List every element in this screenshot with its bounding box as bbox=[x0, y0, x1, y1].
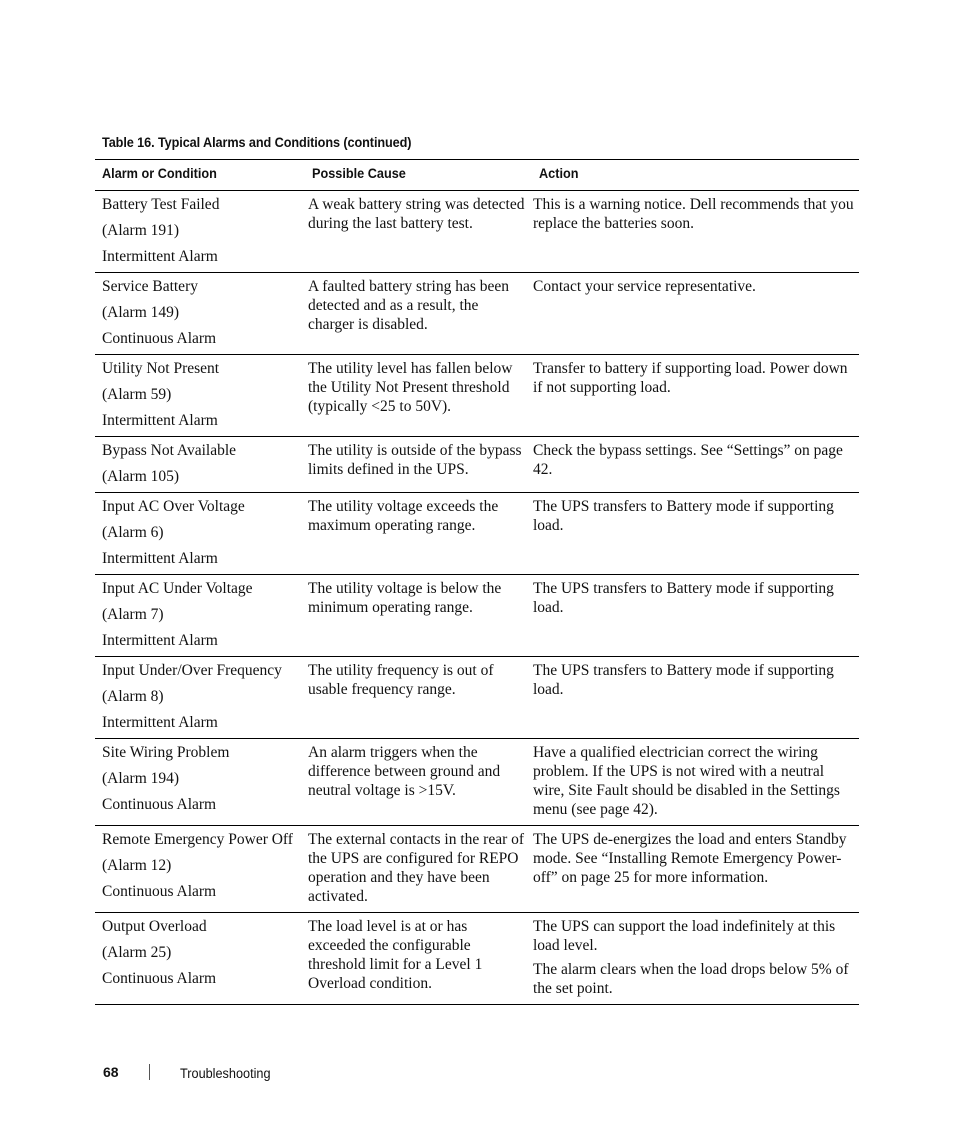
condition-detail: (Alarm 25) bbox=[102, 944, 172, 961]
header-action: Action bbox=[532, 160, 859, 191]
condition-detail: Continuous Alarm bbox=[102, 796, 217, 813]
table-caption: Table 16. Typical Alarms and Conditions (continued) bbox=[102, 135, 412, 150]
footer-section-title: Troubleshooting bbox=[180, 1066, 271, 1081]
table-row bbox=[95, 437, 859, 493]
cause-cell: The external contacts in the rear of the UPS are configured for REPO operation and they have been activated. bbox=[305, 826, 532, 913]
condition-detail: (Alarm 194) bbox=[102, 770, 180, 787]
alarms-table bbox=[95, 159, 859, 1005]
action-cell bbox=[532, 913, 859, 1005]
condition-detail: Intermittent Alarm bbox=[102, 550, 218, 567]
condition-name: Input AC Under Voltage bbox=[102, 580, 253, 597]
condition-detail: Continuous Alarm bbox=[102, 883, 217, 900]
header-cause: Possible Cause bbox=[305, 160, 532, 191]
condition-name: Bypass Not Available bbox=[102, 442, 237, 459]
footer-separator bbox=[149, 1064, 150, 1080]
action-cell bbox=[532, 273, 859, 355]
condition-name: Input AC Over Voltage bbox=[102, 498, 245, 515]
condition-detail: Intermittent Alarm bbox=[102, 248, 218, 265]
condition-detail: Intermittent Alarm bbox=[102, 714, 218, 731]
action-text: Transfer to battery if supporting load. Power down if not supporting load. bbox=[533, 360, 848, 396]
condition-cell bbox=[95, 493, 305, 575]
condition-detail: (Alarm 12) bbox=[102, 857, 172, 874]
condition-detail: Continuous Alarm bbox=[102, 330, 217, 347]
cause-cell: A weak battery string was detected during the last battery test. bbox=[305, 191, 532, 273]
action-text: The UPS de-energizes the load and enters Standby mode. See “Installing Remote Emergency Power-off” on page 25 for more information. bbox=[533, 831, 847, 886]
condition-name: Utility Not Present bbox=[102, 360, 220, 377]
table-row bbox=[95, 355, 859, 437]
condition-detail: (Alarm 149) bbox=[102, 304, 180, 321]
cause-cell: An alarm triggers when the difference between ground and neutral voltage is >15V. bbox=[305, 739, 532, 826]
condition-detail: (Alarm 7) bbox=[102, 606, 164, 623]
condition-cell bbox=[95, 355, 305, 437]
condition-cell bbox=[95, 826, 305, 913]
action-text: Have a qualified electrician correct the wiring problem. If the UPS is not wired with a neutral wire, Site Fault should be disabled in the Settings menu (see page 42). bbox=[533, 744, 840, 818]
action-text: The UPS can support the load indefinitely at this load level. bbox=[533, 918, 836, 954]
condition-detail: Intermittent Alarm bbox=[102, 412, 218, 429]
action-text: Check the bypass settings. See “Settings” on page 42. bbox=[533, 442, 843, 478]
action-text: The UPS transfers to Battery mode if supporting load. bbox=[533, 580, 834, 616]
action-cell bbox=[532, 657, 859, 739]
condition-detail: Continuous Alarm bbox=[102, 970, 217, 987]
condition-cell bbox=[95, 657, 305, 739]
table-row bbox=[95, 826, 859, 913]
action-cell bbox=[532, 437, 859, 493]
condition-detail: (Alarm 8) bbox=[102, 688, 164, 705]
condition-detail: Intermittent Alarm bbox=[102, 632, 218, 649]
action-text: The alarm clears when the load drops below 5% of the set point. bbox=[533, 961, 849, 997]
condition-detail: (Alarm 105) bbox=[102, 468, 180, 485]
action-cell bbox=[532, 826, 859, 913]
condition-name: Battery Test Failed bbox=[102, 196, 220, 213]
condition-cell bbox=[95, 575, 305, 657]
action-text: The UPS transfers to Battery mode if supporting load. bbox=[533, 662, 834, 698]
header-condition: Alarm or Condition bbox=[95, 160, 305, 191]
condition-name: Input Under/Over Frequency bbox=[102, 662, 282, 679]
action-cell bbox=[532, 739, 859, 826]
table-row bbox=[95, 913, 859, 1005]
cause-cell: The utility voltage exceeds the maximum operating range. bbox=[305, 493, 532, 575]
cause-cell: The load level is at or has exceeded the configurable threshold limit for a Level 1 Overload condition. bbox=[305, 913, 532, 1005]
condition-name: Output Overload bbox=[102, 918, 207, 935]
table-row bbox=[95, 575, 859, 657]
cause-cell: The utility is outside of the bypass limits defined in the UPS. bbox=[305, 437, 532, 493]
condition-cell bbox=[95, 191, 305, 273]
condition-name: Site Wiring Problem bbox=[102, 744, 230, 761]
condition-cell bbox=[95, 913, 305, 1005]
cause-cell: A faulted battery string has been detected and as a result, the charger is disabled. bbox=[305, 273, 532, 355]
condition-detail: (Alarm 191) bbox=[102, 222, 180, 239]
table-body bbox=[95, 191, 859, 1005]
table-row bbox=[95, 493, 859, 575]
action-cell bbox=[532, 493, 859, 575]
page-number: 68 bbox=[103, 1064, 119, 1080]
action-text: The UPS transfers to Battery mode if supporting load. bbox=[533, 498, 834, 534]
condition-detail: (Alarm 6) bbox=[102, 524, 164, 541]
cause-cell: The utility frequency is out of usable frequency range. bbox=[305, 657, 532, 739]
action-cell bbox=[532, 575, 859, 657]
condition-cell bbox=[95, 273, 305, 355]
cause-cell: The utility level has fallen below the Utility Not Present threshold (typically <25 to 50V). bbox=[305, 355, 532, 437]
condition-cell bbox=[95, 739, 305, 826]
table-row bbox=[95, 657, 859, 739]
table-row bbox=[95, 273, 859, 355]
table-row bbox=[95, 739, 859, 826]
condition-cell bbox=[95, 437, 305, 493]
condition-name: Service Battery bbox=[102, 278, 198, 295]
table-row bbox=[95, 191, 859, 273]
action-text: This is a warning notice. Dell recommends that you replace the batteries soon. bbox=[533, 196, 854, 232]
condition-detail: (Alarm 59) bbox=[102, 386, 172, 403]
action-cell bbox=[532, 191, 859, 273]
table-header-row bbox=[95, 160, 859, 191]
condition-name: Remote Emergency Power Off bbox=[102, 831, 293, 848]
action-text: Contact your service representative. bbox=[533, 278, 756, 295]
cause-cell: The utility voltage is below the minimum operating range. bbox=[305, 575, 532, 657]
action-cell bbox=[532, 355, 859, 437]
